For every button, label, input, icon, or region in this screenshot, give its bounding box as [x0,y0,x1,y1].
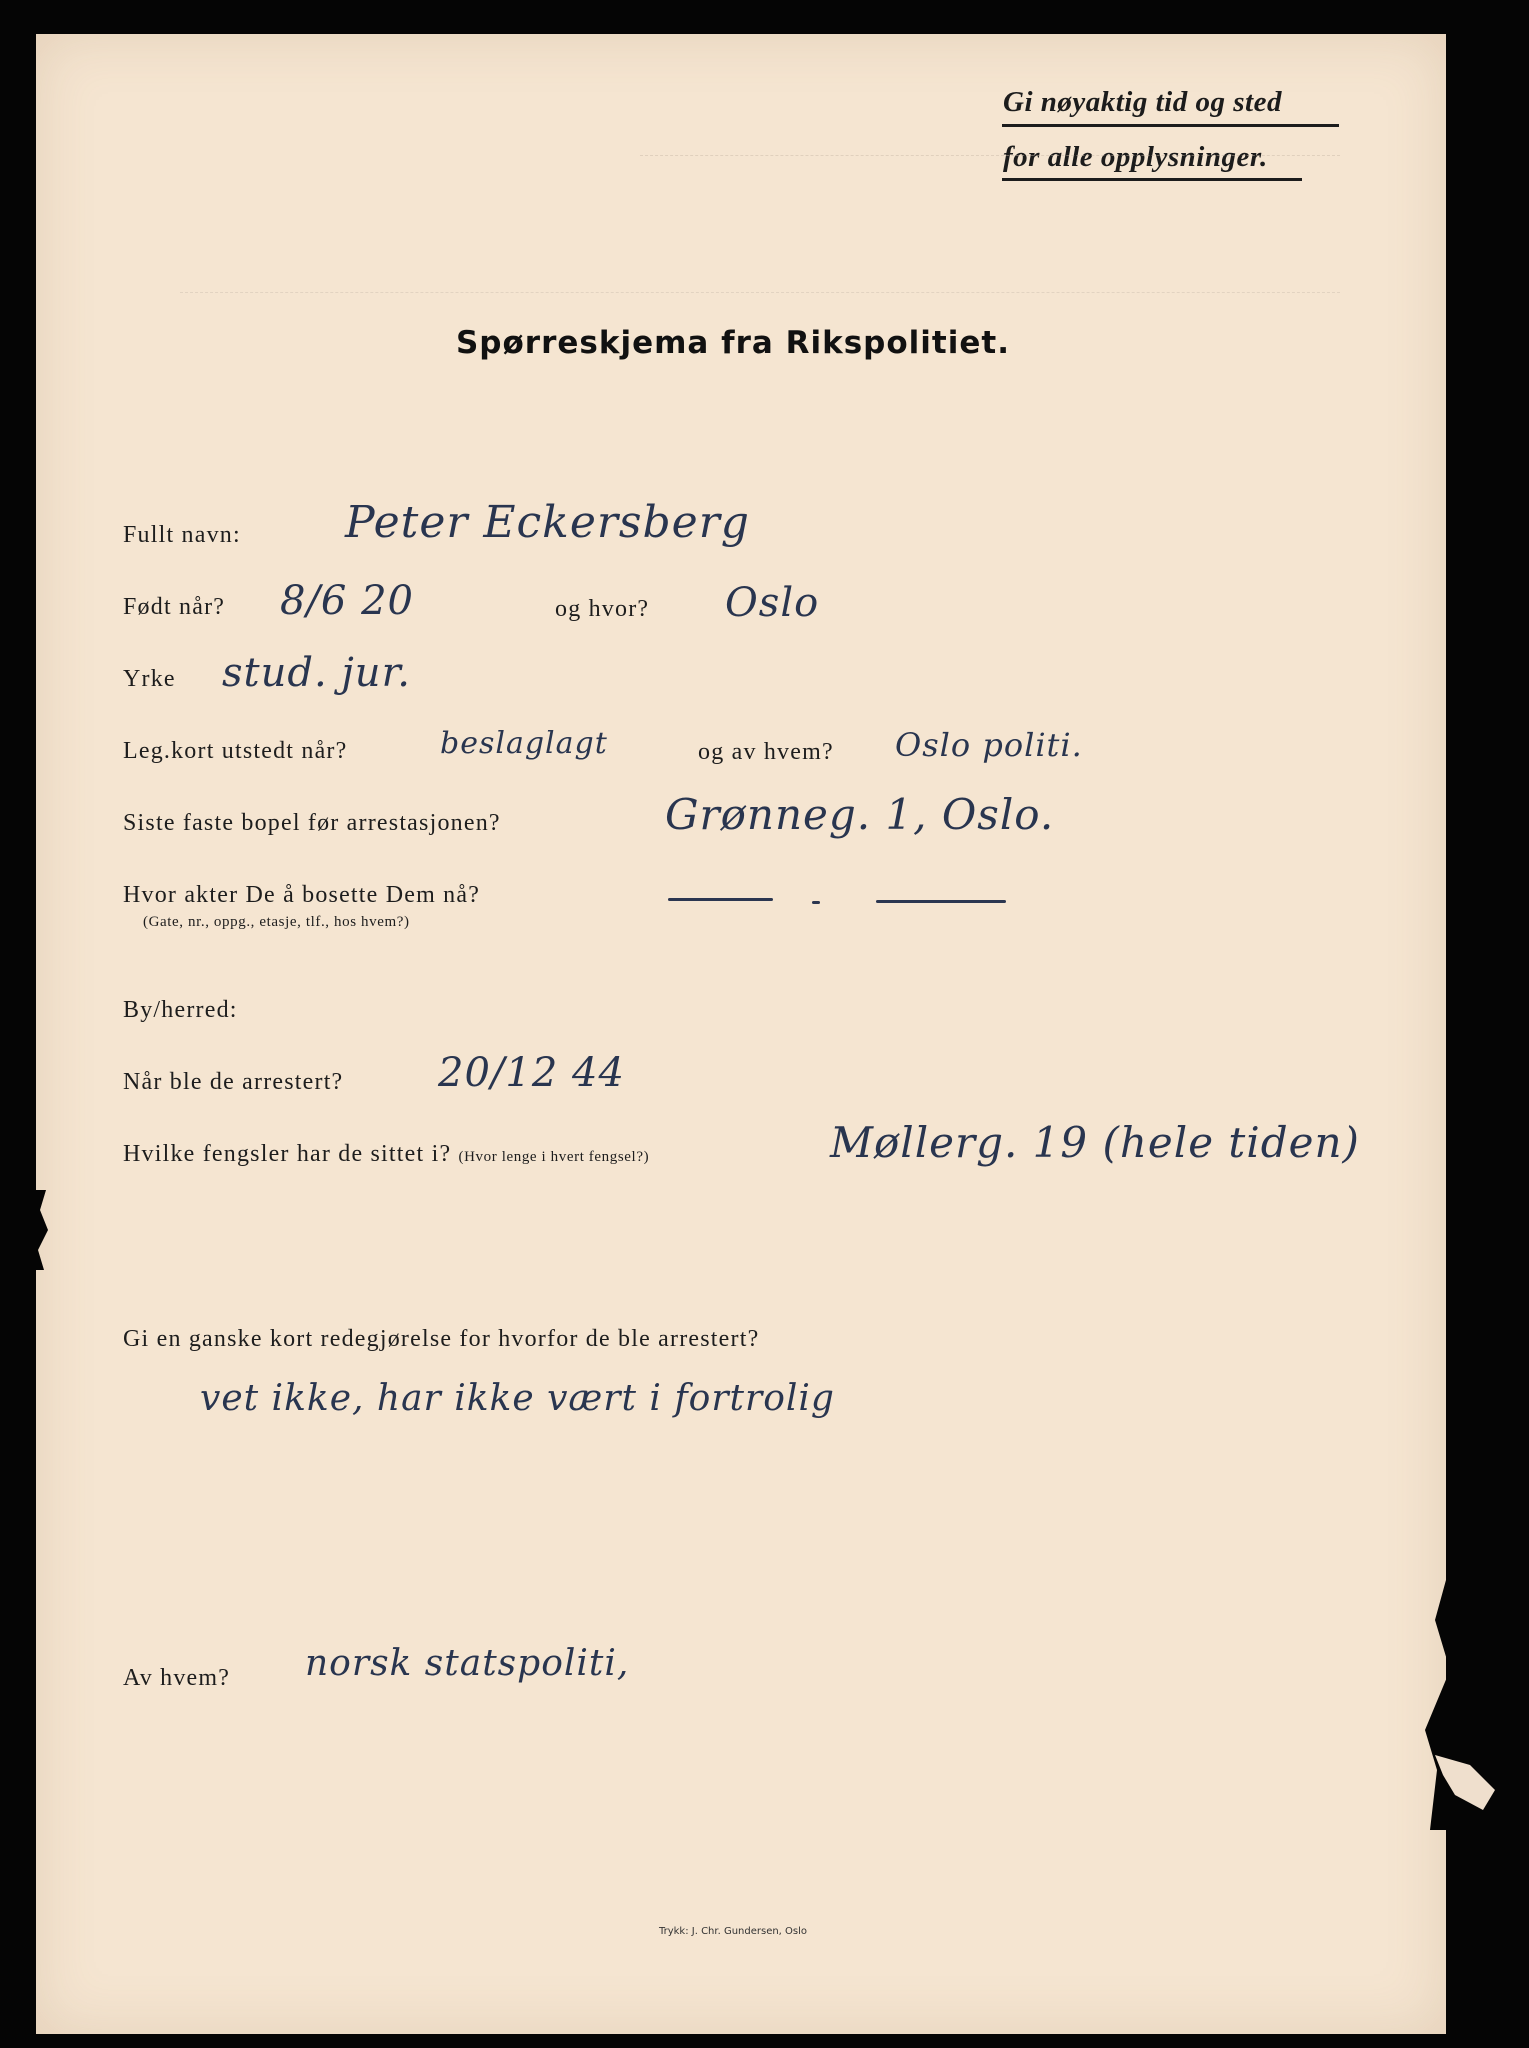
notice-line-1: Gi nøyaktig tid og sted [1003,86,1282,118]
by-whom-value: norsk statspoliti, [305,1643,630,1684]
born-value: 8/6 20 [280,578,414,624]
prisons-label-main: Hvilke fengsler har de sittet i? [123,1141,452,1167]
where-label: og hvor? [555,596,650,622]
residence-label: Siste faste bopel før arrestasjonen? [123,810,501,836]
notice-underline-2 [1002,178,1302,181]
bleed-through-mark [640,155,1340,176]
legkort-label: Leg.kort utstedt når? [123,738,348,764]
why-label: Gi en ganske kort redegjørelse for hvorfor de ble arrestert? [123,1326,760,1352]
settle-label: Hvor akter De å bosette Dem nå? [123,882,481,908]
prisons-label [123,1141,649,1168]
printer-imprint: Trykk: J. Chr. Gundersen, Oslo [658,1926,808,1937]
settle-dash-1 [668,898,773,901]
why-value: vet ikke, har ikke vært i fortrolig [200,1378,835,1419]
where-value: Oslo [725,580,820,626]
city-label: By/herred: [123,997,238,1023]
arrested-value: 20/12 44 [438,1050,625,1096]
torn-edge-left [30,1190,60,1270]
arrested-label: Når ble de arrestert? [123,1069,344,1095]
torn-edge-right [1395,1580,1500,1830]
notice-line-2: for alle opplysninger. [1003,141,1268,173]
bleed-through-mark [180,292,1340,303]
prisons-value: Møllerg. 19 (hele tiden) [830,1118,1360,1167]
settle-sub-label: (Gate, nr., oppg., etasje, tlf., hos hvem?) [143,914,410,930]
job-label: Yrke [123,666,176,692]
settle-dash-2 [812,901,820,904]
by-whom-label: Av hvem? [123,1665,231,1691]
legkort-by-value: Oslo politi. [895,726,1083,764]
prisons-label-sub: (Hvor lenge i hvert fengsel?) [458,1149,650,1165]
notice-underline-1 [1002,124,1339,127]
born-label: Født når? [123,594,226,620]
name-label: Fullt navn: [123,522,241,548]
job-value: stud. jur. [222,650,412,696]
legkort-value: beslaglagt [440,726,608,761]
form-title: Spørreskjema fra Rikspolitiet. [455,325,1010,361]
settle-dash-3 [876,900,1006,903]
residence-value: Grønneg. 1, Oslo. [665,790,1055,839]
name-value: Peter Eckersberg [345,497,750,548]
legkort-by-label: og av hvem? [698,739,834,765]
